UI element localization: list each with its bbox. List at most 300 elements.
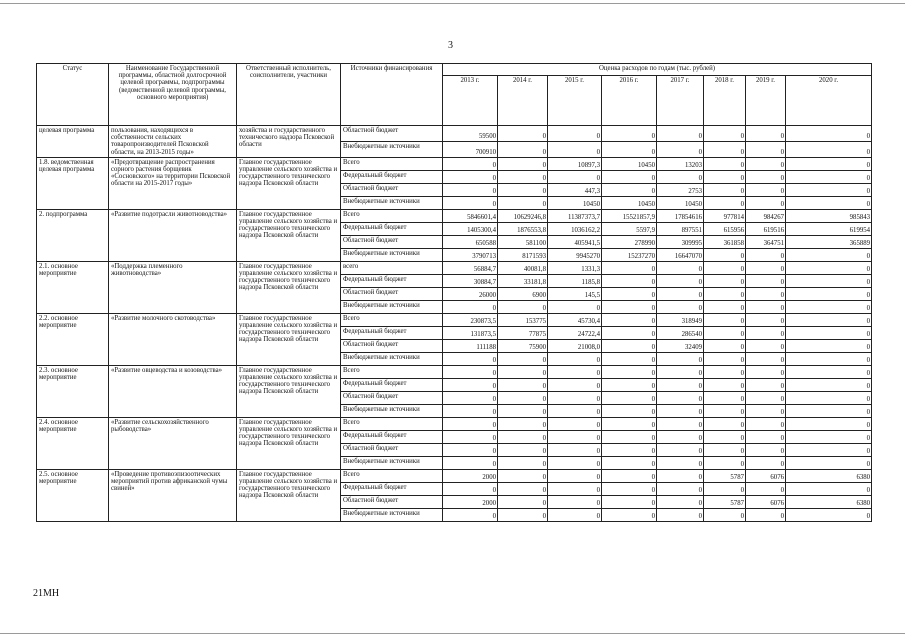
amount-cell: 0 — [704, 157, 746, 170]
amount-cell: 278990 — [602, 235, 657, 248]
amount-cell: 405941,5 — [548, 235, 602, 248]
amount-cell: 2000 — [443, 469, 498, 482]
amount-cell: 0 — [746, 170, 786, 183]
amount-cell: 0 — [602, 391, 657, 404]
amount-cell: 30884,7 — [443, 274, 498, 287]
amount-cell: 2753 — [657, 183, 704, 196]
amount-cell: 0 — [746, 183, 786, 196]
amount-cell: 0 — [786, 404, 872, 417]
amount-cell: 0 — [704, 508, 746, 521]
executor-header: Ответственный исполнитель, соисполнители, участники — [237, 64, 341, 126]
amount-cell: 581100 — [498, 235, 548, 248]
amount-cell: 0 — [602, 300, 657, 313]
amount-cell: 10450 — [602, 196, 657, 209]
amount-cell: 3790713 — [443, 248, 498, 261]
amount-cell: 0 — [746, 326, 786, 339]
funding-source-cell: Областной бюджет — [341, 235, 443, 248]
year-header: 2015 г. — [548, 76, 602, 126]
amount-cell: 0 — [746, 313, 786, 326]
amount-cell: 111188 — [443, 339, 498, 352]
amount-cell: 0 — [746, 248, 786, 261]
amount-cell: 0 — [498, 508, 548, 521]
funding-source-cell: Всего — [341, 365, 443, 378]
amount-cell: 230873,5 — [443, 313, 498, 326]
amount-cell: 0 — [548, 469, 602, 482]
amount-cell: 0 — [704, 274, 746, 287]
amount-cell: 0 — [746, 339, 786, 352]
page-number: 3 — [448, 40, 453, 51]
year-header: 2013 г. — [443, 76, 498, 126]
amount-cell: 0 — [602, 469, 657, 482]
status-cell: 2. подпрограмма — [37, 209, 109, 261]
amount-cell: 1331,3 — [548, 261, 602, 274]
amount-cell: 0 — [746, 126, 786, 142]
funding-source-cell: Федеральный бюджет — [341, 170, 443, 183]
amount-cell: 0 — [602, 508, 657, 521]
amount-cell: 0 — [786, 391, 872, 404]
amount-cell: 9945270 — [548, 248, 602, 261]
amount-cell: 16647070 — [657, 248, 704, 261]
executor-cell: Главное государственное управление сельского хозяйства и государственного технического надзора Псковской области — [237, 365, 341, 417]
amount-cell: 0 — [786, 456, 872, 469]
year-header: 2016 г. — [602, 76, 657, 126]
amount-cell: 0 — [704, 300, 746, 313]
status-cell: целевая программа — [37, 126, 109, 158]
amount-cell: 0 — [746, 287, 786, 300]
amount-cell: 0 — [602, 352, 657, 365]
amount-cell: 0 — [498, 482, 548, 495]
funding-source-cell: Областной бюджет — [341, 287, 443, 300]
amount-cell: 0 — [443, 391, 498, 404]
amount-cell: 0 — [443, 183, 498, 196]
funding-source-cell: Федеральный бюджет — [341, 274, 443, 287]
amount-cell: 2000 — [443, 495, 498, 508]
year-header: 2017 г. — [657, 76, 704, 126]
amount-cell: 0 — [498, 469, 548, 482]
amount-cell: 0 — [498, 183, 548, 196]
amount-cell: 286540 — [657, 326, 704, 339]
amount-cell: 0 — [657, 378, 704, 391]
amount-cell: 59500 — [443, 126, 498, 142]
amount-cell: 0 — [746, 482, 786, 495]
amount-cell: 0 — [548, 482, 602, 495]
funding-source-cell: Областной бюджет — [341, 183, 443, 196]
funding-source-cell: Федеральный бюджет — [341, 326, 443, 339]
amount-cell: 897551 — [657, 222, 704, 235]
amount-cell: 0 — [602, 456, 657, 469]
executor-cell: Главное государственное управление сельского хозяйства и государственного технического надзора Псковской области — [237, 157, 341, 209]
program-name-cell: «Поддержка племенного животноводства» — [109, 261, 237, 313]
amount-cell: 0 — [704, 339, 746, 352]
amount-cell: 0 — [498, 456, 548, 469]
funding-source-cell: Всего — [341, 469, 443, 482]
amount-cell: 977814 — [704, 209, 746, 222]
status-cell: 2.5. основное мероприятие — [37, 469, 109, 521]
amount-cell: 0 — [786, 326, 872, 339]
amount-cell: 0 — [786, 339, 872, 352]
amount-cell: 0 — [498, 378, 548, 391]
amount-cell: 0 — [498, 196, 548, 209]
amount-cell: 0 — [786, 482, 872, 495]
executor-cell: Главное государственное управление сельского хозяйства и государственного технического надзора Псковской области — [237, 209, 341, 261]
amount-cell: 0 — [746, 430, 786, 443]
amount-cell: 0 — [657, 300, 704, 313]
amount-cell: 0 — [786, 157, 872, 170]
amount-cell: 0 — [443, 404, 498, 417]
amount-cell: 365889 — [786, 235, 872, 248]
amount-cell: 0 — [602, 287, 657, 300]
funding-source-cell: Всего — [341, 313, 443, 326]
amount-cell: 131873,5 — [443, 326, 498, 339]
amount-cell: 1185,8 — [548, 274, 602, 287]
program-name-cell: «Предотвращение распространения сорного растения борщевик «Сосновского» на территории Псковской области на 2015-2017 годы» — [109, 157, 237, 209]
amount-cell: 0 — [602, 261, 657, 274]
amount-cell: 0 — [704, 378, 746, 391]
expenditure-table — [36, 63, 872, 522]
amount-cell: 447,3 — [548, 183, 602, 196]
amount-cell: 6380 — [786, 469, 872, 482]
amount-cell: 5597,9 — [602, 222, 657, 235]
amount-cell: 984267 — [746, 209, 786, 222]
amount-cell: 0 — [657, 261, 704, 274]
amount-cell: 40081,8 — [498, 261, 548, 274]
amount-cell: 0 — [746, 456, 786, 469]
amount-cell: 0 — [657, 365, 704, 378]
amount-cell: 0 — [786, 417, 872, 430]
amount-cell: 0 — [704, 482, 746, 495]
amount-cell: 0 — [704, 365, 746, 378]
amount-cell: 0 — [548, 365, 602, 378]
amount-cell: 6380 — [786, 495, 872, 508]
amount-cell: 0 — [746, 274, 786, 287]
amount-cell: 0 — [704, 352, 746, 365]
executor-cell: Главное государственное управление сельского хозяйства и государственного технического надзора Псковской области — [237, 313, 341, 365]
amount-cell: 0 — [602, 482, 657, 495]
funding-source-cell: Областной бюджет — [341, 443, 443, 456]
amount-cell: 0 — [443, 456, 498, 469]
funding-source-cell: Областной бюджет — [341, 391, 443, 404]
status-cell: 2.2. основное мероприятие — [37, 313, 109, 365]
amount-cell: 0 — [657, 404, 704, 417]
executor-cell: Главное государственное управление сельского хозяйства и государственного технического надзора Псковской области — [237, 417, 341, 469]
amount-cell: 619954 — [786, 222, 872, 235]
amount-cell: 0 — [786, 378, 872, 391]
funding-source-cell: Внебюджетные источники — [341, 508, 443, 521]
amount-cell: 0 — [602, 313, 657, 326]
funding-source-cell: Федеральный бюджет — [341, 222, 443, 235]
funding-source-cell: Областной бюджет — [341, 126, 443, 142]
amount-cell: 0 — [443, 417, 498, 430]
funding-source-cell: Внебюджетные источники — [341, 141, 443, 157]
amount-cell: 0 — [746, 196, 786, 209]
amount-cell: 0 — [602, 141, 657, 157]
amount-cell: 0 — [746, 417, 786, 430]
amount-cell: 0 — [704, 456, 746, 469]
amount-cell: 0 — [443, 157, 498, 170]
amount-cell: 0 — [498, 417, 548, 430]
amount-cell: 5787 — [704, 495, 746, 508]
amount-cell: 0 — [602, 404, 657, 417]
amount-cell: 0 — [602, 339, 657, 352]
amount-cell: 0 — [602, 495, 657, 508]
funding-source-cell: Областной бюджет — [341, 495, 443, 508]
amount-cell: 0 — [746, 157, 786, 170]
amount-cell: 0 — [548, 300, 602, 313]
amount-cell: 0 — [498, 126, 548, 142]
amount-cell: 0 — [602, 170, 657, 183]
document-code: 21МН — [33, 588, 60, 599]
amount-cell: 6076 — [746, 469, 786, 482]
amount-cell: 0 — [602, 183, 657, 196]
amount-cell: 10450 — [548, 196, 602, 209]
amount-cell: 0 — [657, 508, 704, 521]
amount-cell: 26000 — [443, 287, 498, 300]
amount-cell: 0 — [746, 352, 786, 365]
amount-cell: 0 — [704, 196, 746, 209]
amount-cell: 0 — [704, 126, 746, 142]
amount-cell: 10450 — [602, 157, 657, 170]
year-header: 2018 г. — [704, 76, 746, 126]
amount-cell: 0 — [657, 430, 704, 443]
amount-cell: 21008,0 — [548, 339, 602, 352]
amount-cell: 0 — [657, 495, 704, 508]
amount-cell: 8171593 — [498, 248, 548, 261]
table-row — [37, 365, 872, 378]
amount-cell: 0 — [498, 430, 548, 443]
amount-cell: 13203 — [657, 157, 704, 170]
amount-cell: 75900 — [498, 339, 548, 352]
amount-cell: 0 — [548, 508, 602, 521]
amount-cell: 0 — [746, 404, 786, 417]
amount-cell: 0 — [498, 352, 548, 365]
amount-cell: 0 — [602, 430, 657, 443]
amount-cell: 0 — [704, 183, 746, 196]
amount-cell: 10629246,8 — [498, 209, 548, 222]
amount-cell: 56884,7 — [443, 261, 498, 274]
amount-cell: 77875 — [498, 326, 548, 339]
top-scan-edge — [0, 3, 905, 4]
amount-cell: 0 — [704, 443, 746, 456]
program-name-cell: «Проведение противоэпизоотических мероприятий против африканской чумы свиней» — [109, 469, 237, 521]
amount-cell: 1036162,2 — [548, 222, 602, 235]
amount-cell: 0 — [704, 248, 746, 261]
amount-cell: 309995 — [657, 235, 704, 248]
amount-cell: 10450 — [657, 196, 704, 209]
amount-cell: 0 — [602, 126, 657, 142]
amount-cell: 0 — [602, 417, 657, 430]
amount-cell: 0 — [657, 469, 704, 482]
amount-cell: 0 — [443, 508, 498, 521]
amount-cell: 0 — [548, 456, 602, 469]
funding-source-cell: Федеральный бюджет — [341, 482, 443, 495]
amount-cell: 0 — [657, 141, 704, 157]
funding-source-cell: Всего — [341, 209, 443, 222]
amount-cell: 0 — [746, 443, 786, 456]
amount-cell: 0 — [443, 170, 498, 183]
amount-cell: 0 — [746, 261, 786, 274]
amount-cell: 0 — [704, 313, 746, 326]
program-name-cell: «Развитие подотрасли животноводства» — [109, 209, 237, 261]
amount-cell: 0 — [657, 287, 704, 300]
amount-cell: 0 — [548, 352, 602, 365]
amount-cell: 0 — [704, 261, 746, 274]
amount-cell: 0 — [786, 126, 872, 142]
executor-cell: хозяйства и государственного технического надзора Псковской области — [237, 126, 341, 158]
amount-cell: 0 — [602, 274, 657, 287]
amount-cell: 0 — [443, 365, 498, 378]
amount-cell: 0 — [786, 248, 872, 261]
amount-cell: 0 — [602, 443, 657, 456]
amount-cell: 0 — [548, 170, 602, 183]
amount-cell: 0 — [657, 126, 704, 142]
amount-cell: 0 — [498, 141, 548, 157]
amount-cell: 0 — [786, 430, 872, 443]
amount-cell: 32409 — [657, 339, 704, 352]
status-cell: 2.3. основное мероприятие — [37, 365, 109, 417]
amount-cell: 0 — [786, 141, 872, 157]
amount-cell: 0 — [443, 378, 498, 391]
table-row — [37, 157, 872, 170]
amount-cell: 0 — [498, 365, 548, 378]
amount-cell: 0 — [746, 391, 786, 404]
table-row — [37, 261, 872, 274]
amount-cell: 5787 — [704, 469, 746, 482]
amount-cell: 17854616 — [657, 209, 704, 222]
amount-cell: 0 — [704, 417, 746, 430]
amount-cell: 318949 — [657, 313, 704, 326]
status-cell: 1.8. ведомственная целевая программа — [37, 157, 109, 209]
header-row-1 — [37, 64, 872, 76]
amount-cell: 0 — [704, 430, 746, 443]
executor-cell: Главное государственное управление сельского хозяйства и государственного технического надзора Псковской области — [237, 261, 341, 313]
funding-source-cell: Областной бюджет — [341, 339, 443, 352]
program-name-cell: «Развитие овцеводства и козоводства» — [109, 365, 237, 417]
status-cell: 2.1. основное мероприятие — [37, 261, 109, 313]
amount-cell: 0 — [704, 287, 746, 300]
amount-cell: 1876553,8 — [498, 222, 548, 235]
amount-cell: 0 — [786, 365, 872, 378]
amount-cell: 0 — [443, 430, 498, 443]
amount-cell: 0 — [657, 274, 704, 287]
amount-cell: 0 — [786, 261, 872, 274]
amount-cell: 5846601,4 — [443, 209, 498, 222]
amount-cell: 153775 — [498, 313, 548, 326]
amount-cell: 1405300,4 — [443, 222, 498, 235]
amount-cell: 0 — [746, 141, 786, 157]
amount-cell: 0 — [786, 183, 872, 196]
amount-cell: 0 — [443, 352, 498, 365]
year-header: 2019 г. — [746, 76, 786, 126]
amount-cell: 0 — [746, 508, 786, 521]
amount-cell: 0 — [704, 170, 746, 183]
amount-cell: 0 — [704, 404, 746, 417]
amount-cell: 0 — [498, 300, 548, 313]
amount-cell: 11387373,7 — [548, 209, 602, 222]
amount-cell: 0 — [786, 287, 872, 300]
amount-cell: 0 — [657, 170, 704, 183]
amount-cell: 0 — [443, 196, 498, 209]
amount-cell: 0 — [786, 443, 872, 456]
amount-cell: 0 — [548, 126, 602, 142]
amount-cell: 33181,8 — [498, 274, 548, 287]
amount-cell: 0 — [498, 170, 548, 183]
amount-cell: 145,5 — [548, 287, 602, 300]
amount-cell: 45730,4 — [548, 313, 602, 326]
bottom-scan-edge — [0, 633, 905, 634]
status-header: Статус — [37, 64, 109, 126]
funding-source-cell: Внебюджетные источники — [341, 248, 443, 261]
funding-source-cell: всего — [341, 261, 443, 274]
funding-source-cell: Федеральный бюджет — [341, 378, 443, 391]
amount-cell: 10897,3 — [548, 157, 602, 170]
amount-cell: 0 — [548, 443, 602, 456]
funding-source-cell: Всего — [341, 157, 443, 170]
funding-source-header: Источники финансирования — [341, 64, 443, 126]
amount-cell: 0 — [657, 443, 704, 456]
amount-cell: 619516 — [746, 222, 786, 235]
amount-cell: 0 — [746, 365, 786, 378]
funding-source-cell: Федеральный бюджет — [341, 430, 443, 443]
table-row — [37, 126, 872, 142]
amount-cell: 0 — [657, 352, 704, 365]
year-header: 2020 г. — [786, 76, 872, 126]
amount-cell: 361858 — [704, 235, 746, 248]
amount-cell: 650588 — [443, 235, 498, 248]
program-name-cell: «Развитие молочного скотоводства» — [109, 313, 237, 365]
table-row — [37, 313, 872, 326]
table-row — [37, 417, 872, 430]
amount-cell: 0 — [498, 443, 548, 456]
amount-cell: 0 — [548, 404, 602, 417]
amount-cell: 0 — [548, 141, 602, 157]
amount-cell: 0 — [786, 274, 872, 287]
amount-cell: 0 — [657, 482, 704, 495]
amount-cell: 0 — [657, 417, 704, 430]
amount-cell: 0 — [498, 495, 548, 508]
table-row — [37, 469, 872, 482]
amount-cell: 0 — [498, 404, 548, 417]
amount-cell: 0 — [602, 378, 657, 391]
executor-cell: Главное государственное управление сельского хозяйства и государственного технического надзора Псковской области — [237, 469, 341, 521]
amount-cell: 0 — [786, 300, 872, 313]
funding-source-cell: Всего — [341, 417, 443, 430]
funding-source-cell: Внебюджетные источники — [341, 196, 443, 209]
amount-cell: 364751 — [746, 235, 786, 248]
amount-cell: 615956 — [704, 222, 746, 235]
year-header: 2014 г. — [498, 76, 548, 126]
amount-cell: 0 — [786, 313, 872, 326]
amount-cell: 0 — [548, 417, 602, 430]
expense-estimate-header: Оценка расходов по годам (тыс. рублей) — [443, 64, 872, 76]
amount-cell: 0 — [602, 365, 657, 378]
amount-cell: 985843 — [786, 209, 872, 222]
amount-cell: 0 — [657, 391, 704, 404]
amount-cell: 15521857,9 — [602, 209, 657, 222]
funding-source-cell: Внебюджетные источники — [341, 456, 443, 469]
amount-cell: 0 — [498, 391, 548, 404]
amount-cell: 6076 — [746, 495, 786, 508]
amount-cell: 0 — [548, 430, 602, 443]
amount-cell: 15237270 — [602, 248, 657, 261]
funding-source-cell: Внебюджетные источники — [341, 352, 443, 365]
amount-cell: 0 — [498, 157, 548, 170]
amount-cell: 0 — [786, 352, 872, 365]
amount-cell: 0 — [548, 391, 602, 404]
amount-cell: 700910 — [443, 141, 498, 157]
amount-cell: 0 — [443, 482, 498, 495]
amount-cell: 0 — [746, 300, 786, 313]
status-cell: 2.4. основное мероприятие — [37, 417, 109, 469]
